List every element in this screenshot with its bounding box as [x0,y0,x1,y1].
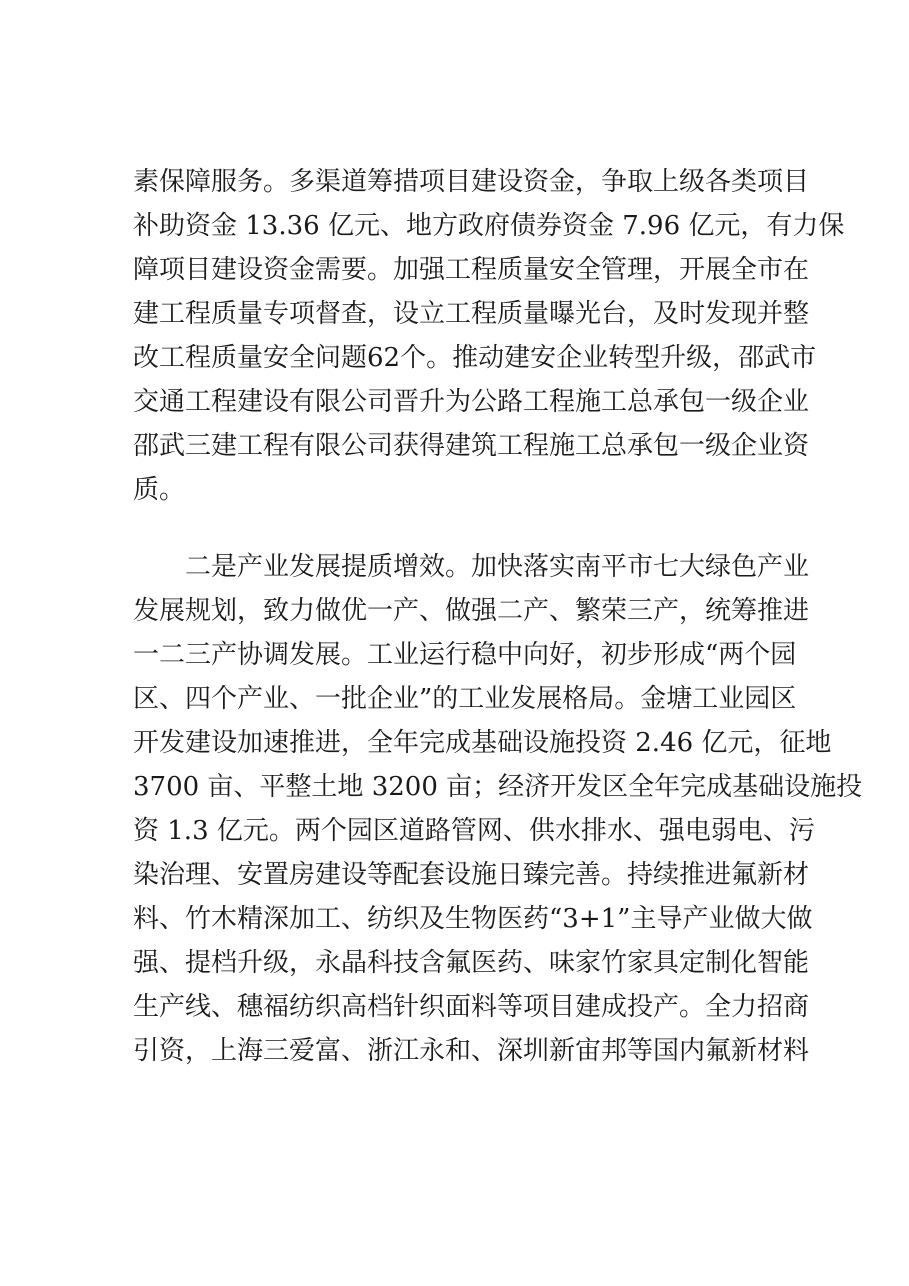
text-line: 染治理、安置房建设等配套设施日臻完善。持续推进氟新材 [133,860,810,890]
text-line: 一二三产协调发展。工业运行稳中向好，初步形成“两个园 [133,640,797,670]
text-line: 交通工程建设有限公司晋升为公路工程施工总承包一级企业 [133,387,810,417]
text-line: 引资，上海三爱富、浙江永和、深圳新宙邦等国内氟新材料 [133,1036,810,1066]
text-line: 生产线、穗福纺织高档针织面料等项目建成投产。全力招商 [133,992,810,1022]
text-line: 补助资金 13.36 亿元、地方政府债券资金 7.96 亿元，有力保 [133,211,845,241]
text-line: 二是产业发展提质增效。加快落实南平市七大绿色产业 [185,552,810,582]
text-line: 料、竹木精深加工、纺织及生物医药“3+1”主导产业做大做 [133,904,813,934]
text-line: 质。 [133,475,186,505]
text-line: 开发建设加速推进，全年完成基础设施投资 2.46 亿元，征地 [133,728,832,758]
text-line: 障项目建设资金需要。加强工程质量安全管理，开展全市在 [133,255,810,285]
text-line: 建工程质量专项督查，设立工程质量曝光台，及时发现并整 [133,299,810,329]
text-line: 素保障服务。多渠道筹措项目建设资金，争取上级各类项目 [133,167,810,197]
text-line: 发展规划，致力做优一产、做强二产、繁荣三产，统筹推进 [133,596,810,626]
text-line: 强、提档升级，永晶科技含氟医药、味家竹家具定制化智能 [133,948,810,978]
text-line: 区、四个产业、一批企业”的工业发展格局。金塘工业园区 [133,684,797,714]
text-line: 资 1.3 亿元。两个园区道路管网、供水排水、强电弱电、污 [133,816,815,846]
text-line: 3700 亩、平整土地 3200 亩；经济开发区全年完成基础设施投 [133,772,863,802]
text-line: 邵武三建工程有限公司获得建筑工程施工总承包一级企业资 [133,431,810,461]
text-line: 改工程质量安全问题62个。推动建安企业转型升级，邵武市 [133,343,817,373]
